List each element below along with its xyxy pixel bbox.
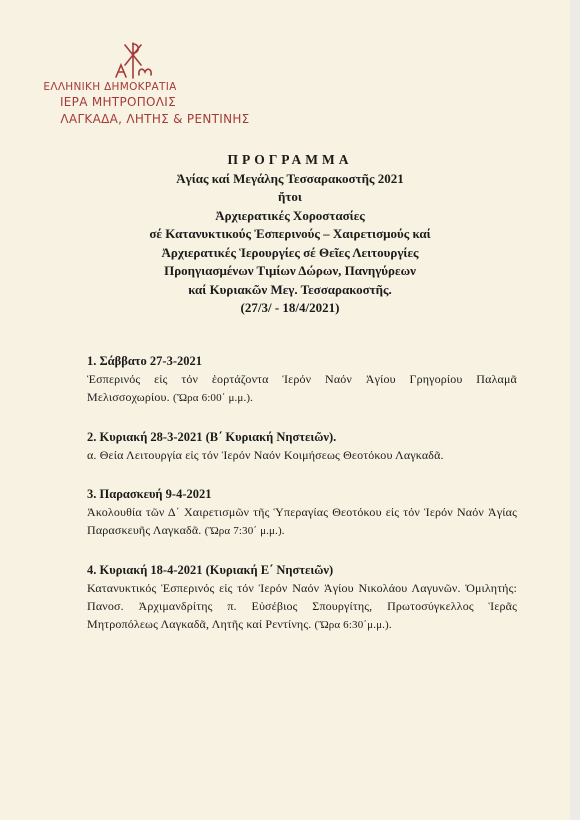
title-line-2: ἤτοι [278, 189, 302, 204]
event-hour: (Ὥρα 6:30΄μ.μ.). [314, 619, 392, 631]
event-heading: 4. Κυριακή 18-4-2021 (Κυριακή Ε΄ Νηστειῶν) [87, 563, 334, 577]
title-line-6: Προηγιασμένων Τιμίων Δώρων, Πανηγύρεων [164, 263, 416, 278]
event-heading: 1. Σάββατο 27-3-2021 [87, 354, 203, 368]
event-item [87, 352, 517, 407]
event-item [87, 561, 517, 634]
program-title-block [90, 151, 490, 318]
event-heading: 2. Κυριακή 28-3-2021 (Β΄ Κυριακή Νηστειῶν). [87, 430, 337, 444]
event-heading: 3. Παρασκευή 9-4-2021 [87, 487, 212, 501]
title-line-7: καί Κυριακῶν Μεγ. Τεσσαρακοστῆς. [188, 281, 392, 297]
event-hour: (Ὥρα 6:00΄ μ.μ.). [172, 392, 254, 404]
chi-rho-alpha-omega-icon [110, 41, 156, 81]
letterhead [43, 80, 280, 128]
event-item [87, 428, 517, 464]
title-line-5: Ἀρχιερατικές Ἱερουργίες σέ Θεῖες Λειτουργίες [161, 244, 419, 260]
event-text: Ἑσπερινός εἰς τόν ἑορτάζοντα Ἱερόν Ναόν Ἁγίου Γρηγορίου Παλαμᾶ Μελισσοχωρίου. [87, 372, 517, 404]
event-text: α. Θεία Λειτουργία εἰς τόν Ἱερόν Ναόν Κοιμήσεως Θεοτόκου Λαγκαδᾶ. [87, 448, 444, 462]
letterhead-line-metropolis: ΙΕΡΑ ΜΗΤΡΟΠΟΛΙΣ [59, 95, 177, 109]
letterhead-line-region: ΛΑΓΚΑΔΑ, ΛΗΤΗΣ & ΡΕΝΤΙΝΗΣ [60, 112, 250, 126]
event-description [87, 579, 517, 634]
event-text: Κατανυκτικός Ἑσπερινός εἰς τόν Ἱερόν Ναόν Ἁγίου Νικολάου Λαγυνῶν. Ὁμιλητής: Πανοσ. Ἀρχιμανδρίτης π. Εὐσέβιος Σπουργίτης, Πρωτοσύγκελλος Ἱερᾶς Μητροπόλεως Λαγκαδᾶ, Λητῆς καί Ρεντίνης. [87, 581, 517, 631]
event-item [87, 485, 517, 540]
title-line-4: σέ Κατανυκτικούς Ἑσπερινούς – Χαιρετισμούς καί [149, 226, 431, 241]
event-description [87, 370, 517, 407]
title-line-1: Ἁγίας καί Μεγάλης Τεσσαρακοστῆς 2021 [176, 170, 404, 186]
event-text: Ἀκολουθία τῶν Δ΄ Χαιρετισμῶν τῆς Ὑπεραγίας Θεοτόκου εἰς τόν Ἱερόν Ναόν Ἁγίας Παρασκευῆς Λαγκαδᾶ. [87, 505, 517, 537]
event-description [87, 503, 517, 540]
event-description [87, 446, 517, 464]
letterhead-line-state: ΕΛΛΗΝΙΚΗ ΔΗΜΟΚΡΑΤΙΑ [43, 81, 177, 93]
scan-margin [570, 0, 580, 820]
page-title: ΠΡΟΓΡΑΜΜΑ [227, 152, 353, 167]
event-list [87, 352, 517, 655]
title-date-range: (27/3/ - 18/4/2021) [240, 300, 340, 315]
title-line-3: Ἀρχιερατικές Χοροστασίες [215, 207, 365, 223]
event-hour: (Ὥρα 7:30΄ μ.μ.). [204, 525, 285, 537]
